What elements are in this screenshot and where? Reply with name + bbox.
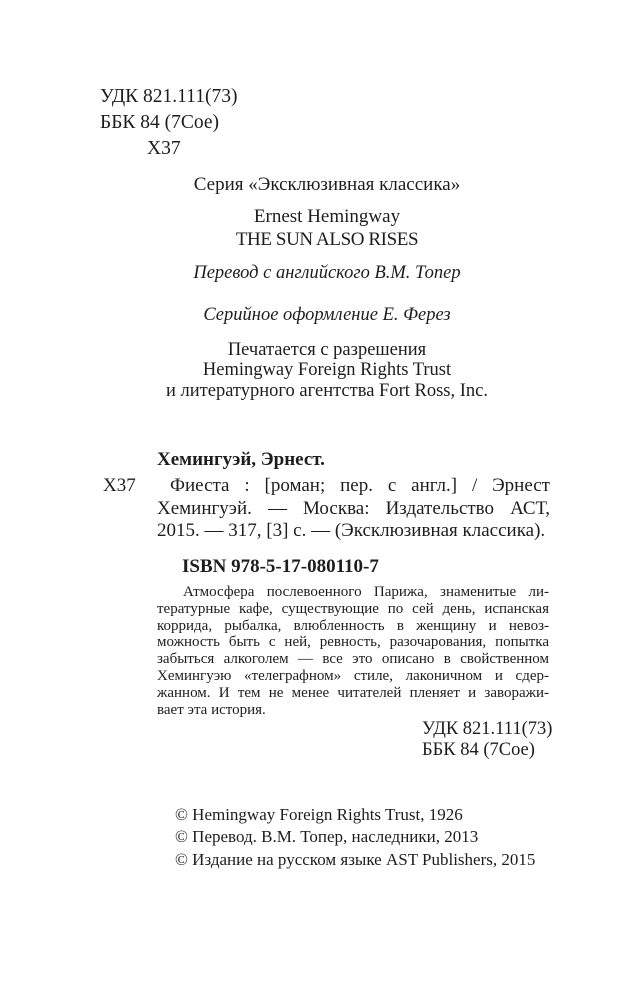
catalog-line: 2015. — 317, [3] с. — (Эксклюзивная классика). <box>157 520 546 542</box>
catalog-line: Хемингуэй. — Москва: Издательство АСТ, <box>157 497 550 519</box>
permission-line: Печатается с разрешения <box>227 340 427 360</box>
udk-code: УДК 821.111(73) <box>100 86 238 107</box>
annotation-line: тературные кафе, существующие по сей день, испанская <box>157 600 549 617</box>
original-title: THE SUN ALSO RISES <box>235 228 419 250</box>
catalog-author-sign: Х37 <box>103 475 136 496</box>
bottom-bbk-code: ББК 84 (7Сое) <box>422 739 535 760</box>
copyright-line: © Издание на русском языке AST Publishers, 2015 <box>175 849 536 869</box>
permission-line: Hemingway Foreign Rights Trust <box>202 360 452 381</box>
annotation-line: Атмосфера послевоенного Парижа, знаменитые ли- <box>183 584 549 600</box>
original-title-block <box>22 206 632 251</box>
catalog-line: Фиеста : [роман; пер. с англ.] / Эрнест <box>170 475 550 496</box>
translation-credit: Перевод с английского В.М. Топер <box>193 263 461 283</box>
bottom-udk-code: УДК 821.111(73) <box>422 719 553 739</box>
copyright-block <box>175 804 535 871</box>
copyright-line: © Перевод. В.М. Топер, наследники, 2013 <box>175 827 479 847</box>
copyright-line: © Hemingway Foreign Rights Trust, 1926 <box>175 805 463 824</box>
author-sign: Х37 <box>147 138 181 159</box>
annotation <box>157 584 549 718</box>
bottom-codes-block <box>422 719 552 760</box>
annotation-line: забыться алкоголем — все это описано в свойственном <box>157 651 549 668</box>
annotation-line: жанном. И тем не менее читателей пленяет и заворажи- <box>157 684 549 701</box>
top-codes-block <box>100 84 237 162</box>
catalog-author: Хемингуэй, Эрнест. <box>157 449 325 470</box>
permission-block <box>22 340 632 401</box>
annotation-line: коррида, рыбалка, влюбленность в женщину и невоз- <box>157 617 549 634</box>
bbk-code: ББК 84 (7Сое) <box>100 112 220 133</box>
isbn: ISBN 978-5-17-080110-7 <box>182 556 379 577</box>
annotation-line: Хемингуэю «телеграфном» стиле, лаконичном и сдер- <box>157 667 549 684</box>
annotation-line: можность быть с ней, ревность, разочарования, попытка <box>157 634 549 651</box>
series-name: Серия «Эксклюзивная классика» <box>193 174 461 195</box>
permission-line: и литературного агентства Fort Ross, Inc. <box>166 380 488 401</box>
catalog-entry <box>157 475 550 543</box>
original-author: Ernest Hemingway <box>253 206 401 227</box>
annotation-line: вает эта история. <box>157 701 266 718</box>
design-credit: Серийное оформление Е. Ферез <box>203 305 451 325</box>
